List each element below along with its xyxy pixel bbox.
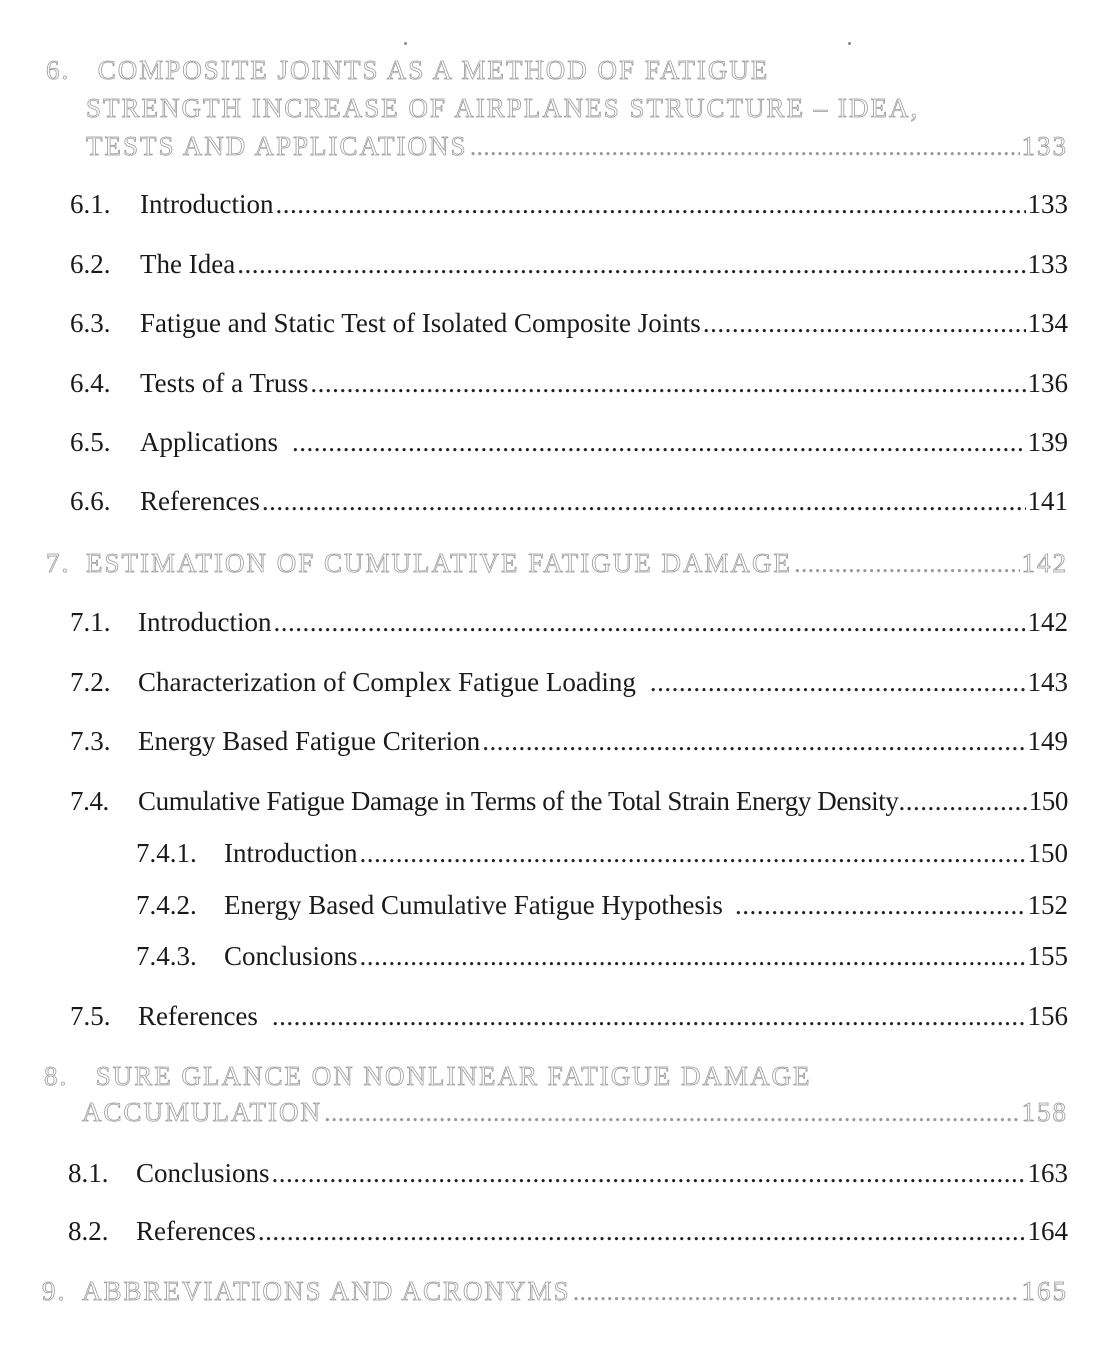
page-number: 142 — [1027, 607, 1068, 637]
section-number: 6.4. — [70, 368, 111, 398]
dot-leader — [237, 246, 1025, 282]
section-number: 7.4.3. — [136, 941, 197, 971]
section-title: The Idea — [140, 249, 236, 279]
scan-speck — [404, 42, 407, 45]
toc-entry-6-4[interactable] — [70, 365, 1068, 401]
dot-leader — [735, 887, 1026, 923]
toc-entry-7-4-3[interactable] — [136, 938, 1068, 974]
dot-leader — [273, 604, 1025, 640]
scan-speck — [848, 42, 851, 45]
section-number: 6.2. — [70, 249, 111, 279]
page-number: 163 — [1027, 1158, 1068, 1188]
chapter-title: STRENGTH INCREASE OF AIRPLANES STRUCTURE – IDEA, — [86, 93, 920, 123]
dot-leader — [324, 1094, 1020, 1130]
section-title: Introduction — [224, 838, 358, 868]
chapter-title: COMPOSITE JOINTS AS A METHOD OF FATIGUE — [97, 55, 770, 85]
section-number: 8.1. — [68, 1158, 109, 1188]
section-title: References — [140, 486, 260, 516]
section-number: 6.3. — [70, 308, 111, 338]
page-number: 164 — [1027, 1216, 1068, 1246]
page-number: 133 — [1021, 131, 1068, 161]
dot-leader — [703, 305, 1026, 341]
page-number: 133 — [1027, 189, 1068, 219]
chapter-title: ABBREVIATIONS AND ACRONYMS — [82, 1276, 571, 1306]
section-number: 6.6. — [70, 486, 111, 516]
page-number: 150 — [1027, 838, 1068, 868]
page-number: 139 — [1027, 427, 1068, 457]
chapter-title: SURE GLANCE ON NONLINEAR FATIGUE DAMAGE — [95, 1061, 812, 1091]
chapter-6-heading-line1 — [46, 52, 769, 88]
page-number: 141 — [1027, 486, 1068, 516]
page-number: 155 — [1027, 941, 1068, 971]
section-title: Fatigue and Static Test of Isolated Composite Joints — [140, 308, 701, 338]
section-number: 7.2. — [70, 667, 111, 697]
dot-leader — [292, 424, 1026, 460]
dot-leader — [275, 186, 1025, 222]
chapter-number: 6. — [46, 55, 71, 85]
section-title: Conclusions — [224, 941, 358, 971]
toc-entry-7-4-1[interactable] — [136, 835, 1068, 871]
section-title: References — [138, 1001, 258, 1031]
dot-leader — [272, 998, 1026, 1034]
page-number: 150 — [1028, 786, 1068, 816]
toc-entry-7-5[interactable] — [70, 998, 1068, 1034]
page-number: 149 — [1027, 726, 1068, 756]
section-number: 7.1. — [70, 607, 111, 637]
section-title: Introduction — [140, 189, 274, 219]
chapter-7-entry[interactable] — [46, 545, 1068, 581]
toc-entry-8-1[interactable] — [68, 1155, 1068, 1191]
page-number: 152 — [1027, 890, 1068, 920]
chapter-number: 8. — [44, 1061, 69, 1091]
section-number: 7.4. — [70, 786, 109, 816]
toc-entry-8-2[interactable] — [68, 1213, 1068, 1249]
section-number: 6.1. — [70, 189, 111, 219]
section-title: Applications — [140, 427, 278, 457]
chapter-number: 7. — [46, 548, 71, 578]
section-number: 7.3. — [70, 726, 111, 756]
dot-leader — [573, 1273, 1020, 1309]
toc-entry-6-5[interactable] — [70, 424, 1068, 460]
toc-entry-6-3[interactable] — [70, 305, 1068, 341]
dot-leader — [310, 365, 1025, 401]
chapter-8-heading-line1 — [44, 1058, 811, 1094]
chapter-6-heading-line2 — [86, 90, 919, 126]
toc-entry-7-4-2[interactable] — [136, 887, 1068, 923]
dot-leader — [650, 664, 1026, 700]
section-number: 7.4.1. — [136, 838, 197, 868]
dot-leader — [262, 483, 1026, 519]
section-title: Cumulative Fatigue Damage in Terms of the Total Strain Energy Density — [138, 786, 899, 816]
chapter-8-entry[interactable] — [82, 1094, 1068, 1130]
section-title: Introduction — [138, 607, 272, 637]
toc-entry-7-1[interactable] — [70, 604, 1068, 640]
chapter-title: ESTIMATION OF CUMULATIVE FATIGUE DAMAGE — [86, 548, 792, 578]
dot-leader — [898, 783, 1028, 819]
page-number: 133 — [1027, 249, 1068, 279]
section-title: References — [136, 1216, 256, 1246]
section-title: Energy Based Fatigue Criterion — [138, 726, 481, 756]
page-number: 143 — [1027, 667, 1068, 697]
page-number: 136 — [1027, 368, 1068, 398]
dot-leader — [359, 835, 1025, 871]
chapter-9-entry[interactable] — [42, 1273, 1068, 1309]
section-title: Characterization of Complex Fatigue Loading — [138, 667, 636, 697]
page-number: 134 — [1027, 308, 1068, 338]
section-number: 6.5. — [70, 427, 111, 457]
dot-leader — [482, 723, 1025, 759]
toc-entry-7-2[interactable] — [70, 664, 1068, 700]
dot-leader — [272, 1155, 1026, 1191]
page-number: 156 — [1027, 1001, 1068, 1031]
section-number: 8.2. — [68, 1216, 109, 1246]
section-title: Energy Based Cumulative Fatigue Hypothesis — [224, 890, 723, 920]
toc-entry-6-2[interactable] — [70, 246, 1068, 282]
chapter-title: TESTS AND APPLICATIONS — [86, 131, 468, 161]
toc-entry-7-3[interactable] — [70, 723, 1068, 759]
toc-entry-6-6[interactable] — [70, 483, 1068, 519]
section-title: Conclusions — [136, 1158, 270, 1188]
dot-leader — [258, 1213, 1026, 1249]
dot-leader — [360, 938, 1026, 974]
chapter-6-entry[interactable] — [86, 128, 1068, 164]
toc-entry-6-1[interactable] — [70, 186, 1068, 222]
toc-entry-7-4[interactable] — [70, 783, 1068, 819]
page-number: 158 — [1021, 1097, 1068, 1127]
chapter-title: ACCUMULATION — [82, 1097, 322, 1127]
section-number: 7.4.2. — [136, 890, 197, 920]
section-number: 7.5. — [70, 1001, 111, 1031]
page-number: 142 — [1021, 548, 1068, 578]
dot-leader — [470, 128, 1020, 164]
chapter-number: 9. — [42, 1276, 67, 1306]
section-title: Tests of a Truss — [140, 368, 309, 398]
page-number: 165 — [1021, 1276, 1068, 1306]
dot-leader — [794, 545, 1020, 581]
